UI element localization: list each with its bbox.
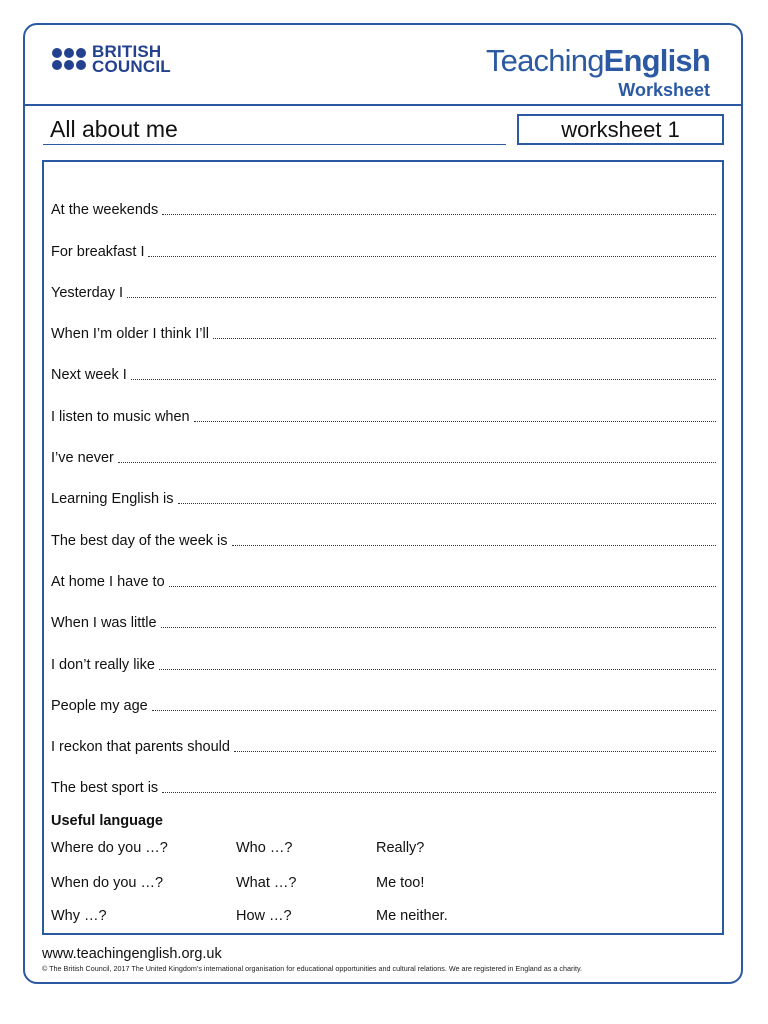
prompt-label: I reckon that parents should — [51, 739, 230, 756]
prompt-label: For breakfast I — [51, 243, 145, 260]
header-divider — [23, 104, 743, 106]
british-council-dots-icon — [52, 48, 86, 70]
answer-line[interactable] — [162, 791, 716, 793]
prompt-row — [51, 384, 716, 425]
useful-phrase: Who …? — [236, 840, 293, 856]
useful-phrase: When do you …? — [51, 875, 164, 891]
worksheet-subtitle: Worksheet — [618, 80, 710, 100]
useful-phrase: Why …? — [51, 908, 107, 924]
worksheet-number-label: worksheet 1 — [517, 114, 724, 145]
answer-line[interactable] — [169, 585, 716, 587]
british-council-wordmark — [92, 44, 171, 74]
answer-line[interactable] — [213, 337, 716, 339]
prompt-row — [51, 508, 716, 549]
prompt-row — [51, 756, 716, 797]
answer-line[interactable] — [148, 255, 716, 257]
footer-url[interactable]: www.teachingenglish.org.uk — [42, 946, 222, 962]
answer-line[interactable] — [127, 296, 716, 298]
worksheet-content-box — [42, 160, 724, 935]
prompt-row — [51, 591, 716, 632]
prompt-label: The best sport is — [51, 780, 159, 797]
prompt-row — [51, 261, 716, 302]
prompt-label: I listen to music when — [51, 408, 190, 425]
prompt-label: When I was little — [51, 615, 157, 632]
footer-copyright: © The British Council, 2017 The United Kingdom’s international organisation for educational opportunities and cultural relations. We are registered in England as a charity. — [42, 964, 583, 973]
prompt-list — [51, 178, 716, 797]
useful-phrase: How …? — [236, 908, 292, 924]
answer-line[interactable] — [161, 626, 716, 628]
te-logo-part2: English — [603, 43, 710, 78]
answer-line[interactable] — [232, 544, 716, 546]
answer-line[interactable] — [234, 750, 716, 752]
useful-phrase: Where do you …? — [51, 840, 168, 856]
prompt-row — [51, 715, 716, 756]
bc-logo-line2: COUNCIL — [92, 57, 171, 76]
answer-line[interactable] — [131, 378, 716, 380]
prompt-row — [51, 674, 716, 715]
answer-line[interactable] — [162, 213, 716, 215]
british-council-logo — [52, 44, 171, 74]
useful-language-title: Useful language — [51, 813, 163, 829]
prompt-row — [51, 302, 716, 343]
prompt-label: I’ve never — [51, 450, 114, 467]
bc-logo-line1: BRITISH — [92, 42, 162, 61]
prompt-label: When I’m older I think I’ll — [51, 326, 209, 343]
te-logo-part1: Teaching — [485, 43, 604, 78]
prompt-row — [51, 426, 716, 467]
useful-phrase: Me too! — [376, 875, 425, 891]
useful-phrase: Really? — [376, 840, 425, 856]
teaching-english-wordmark — [486, 44, 710, 78]
prompt-label: Learning English is — [51, 491, 174, 508]
prompt-label: Yesterday I — [51, 284, 124, 301]
page-title: All about me — [50, 116, 178, 142]
teaching-english-logo — [486, 44, 710, 101]
prompt-row — [51, 178, 716, 219]
prompt-row — [51, 343, 716, 384]
useful-phrase: What …? — [236, 875, 297, 891]
prompt-label: I don’t really like — [51, 656, 155, 673]
prompt-label: At the weekends — [51, 202, 159, 219]
prompt-row — [51, 550, 716, 591]
prompt-label: The best day of the week is — [51, 532, 228, 549]
answer-line[interactable] — [159, 668, 716, 670]
answer-line[interactable] — [178, 502, 716, 504]
answer-line[interactable] — [152, 709, 716, 711]
prompt-label: At home I have to — [51, 573, 165, 590]
answer-line[interactable] — [118, 461, 716, 463]
prompt-label: Next week I — [51, 367, 127, 384]
useful-phrase: Me neither. — [376, 908, 448, 924]
prompt-row — [51, 219, 716, 260]
prompt-label: People my age — [51, 697, 148, 714]
answer-line[interactable] — [194, 420, 716, 422]
prompt-row — [51, 632, 716, 673]
prompt-row — [51, 467, 716, 508]
title-underline — [43, 144, 506, 145]
